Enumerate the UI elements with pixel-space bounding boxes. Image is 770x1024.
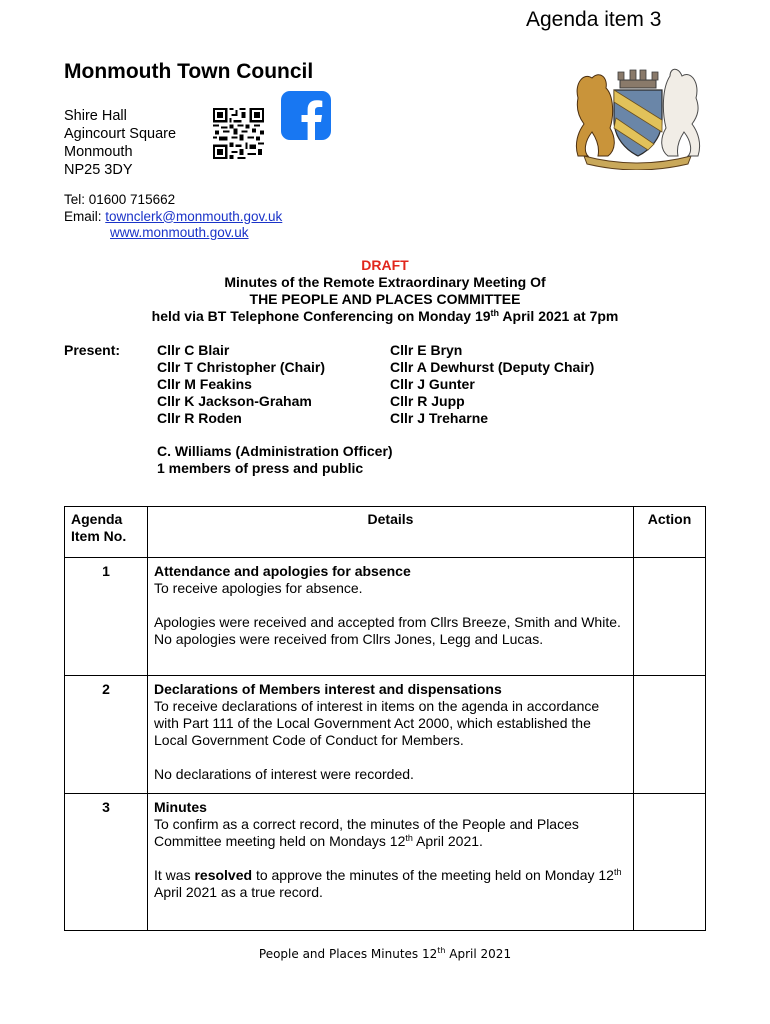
address-line: Shire Hall (64, 108, 127, 124)
item-details (148, 794, 634, 931)
resolved-emphasis: resolved (194, 867, 253, 883)
item-details (148, 558, 634, 676)
item-text-part: It was (154, 867, 195, 883)
item-text-part: To confirm as a correct record, the minutes of the People and Places Committee meeting held on Mondays 12 (154, 816, 579, 849)
item-text: Apologies were received and accepted from Cllrs Breeze, Smith and White. No apologies were received from Cllrs Jones, Legg and Lucas. (154, 614, 621, 647)
present-others (157, 443, 393, 477)
item-text-part: to approve the minutes of the meeting held on Monday 12 (252, 867, 614, 883)
heading-line-3-text: held via BT Telephone Conferencing on Monday 19 (151, 308, 491, 324)
header-action: Action (634, 507, 706, 558)
present-label: Present: (64, 342, 121, 358)
attendee: Cllr R Roden (157, 410, 242, 426)
email-label: Email: (64, 208, 106, 224)
page-footer (0, 947, 770, 961)
email-line (64, 209, 282, 226)
draft-label: DRAFT (361, 257, 409, 273)
facebook-icon[interactable] (281, 91, 331, 140)
item-text (154, 816, 627, 850)
item-text: To receive declarations of interest in items on the agenda in accordance with Part 111 of the Local Government Act 2000, which established the Local Government Code of Conduct for Members. (154, 698, 600, 748)
table-row (65, 676, 706, 794)
attendee: Cllr T Christopher (Chair) (157, 359, 326, 375)
attendee: Cllr J Treharne (390, 410, 489, 426)
attendee: Cllr C Blair (157, 342, 230, 358)
minutes-heading (0, 257, 770, 325)
present-column-2 (390, 342, 594, 427)
heading-line-3-text: April 2021 at 7pm (499, 308, 619, 324)
address-line: Monmouth (64, 144, 133, 160)
attendee: 1 members of press and public (157, 460, 364, 476)
heading-line-1: Minutes of the Remote Extraordinary Meeting Of (224, 274, 546, 290)
header-item-no: Agenda Item No. (65, 507, 148, 558)
table-row (65, 558, 706, 676)
agenda-table (64, 506, 706, 931)
item-action (634, 676, 706, 794)
address-line: NP25 3DY (64, 162, 133, 178)
item-text-part: April 2021 as a true record. (154, 884, 323, 900)
item-action (634, 794, 706, 931)
attendee: Cllr E Bryn (390, 342, 463, 358)
contact-details (64, 192, 282, 242)
table-header-row (65, 507, 706, 558)
attendee: C. Williams (Administration Officer) (157, 443, 393, 459)
website-link[interactable]: www.monmouth.gov.uk (110, 225, 249, 240)
ordinal-suffix: th (405, 833, 413, 843)
item-number: 3 (65, 794, 148, 931)
heading-line-3 (0, 308, 770, 325)
attendee: Cllr R Jupp (390, 393, 465, 409)
present-column-1 (157, 342, 325, 427)
qr-code-icon[interactable] (213, 108, 264, 159)
council-crest-logo (570, 58, 705, 170)
attendee: Cllr K Jackson-Graham (157, 393, 312, 409)
table-row (65, 794, 706, 931)
item-title: Minutes (154, 799, 207, 815)
item-text: To receive apologies for absence. (154, 580, 363, 596)
attendee: Cllr A Dewhurst (Deputy Chair) (390, 359, 595, 375)
ordinal-suffix: th (490, 308, 500, 318)
item-text (154, 867, 627, 901)
footer-text: People and Places Minutes 12 (258, 947, 438, 961)
attendee: Cllr J Gunter (390, 376, 475, 392)
council-address (64, 107, 176, 179)
item-title: Declarations of Members interest and dispensations (154, 681, 502, 697)
item-action (634, 558, 706, 676)
agenda-item-tag: Agenda item 3 (526, 8, 662, 31)
item-details (148, 676, 634, 794)
item-text-part: April 2021. (412, 833, 483, 849)
item-text: No declarations of interest were recorded. (154, 766, 414, 782)
email-link[interactable]: townclerk@monmouth.gov.uk (105, 208, 283, 224)
footer-text: April 2021 (445, 947, 512, 961)
item-number: 1 (65, 558, 148, 676)
telephone: Tel: 01600 715662 (64, 192, 176, 207)
address-line: Agincourt Square (64, 126, 177, 142)
ordinal-suffix: th (613, 867, 622, 877)
heading-line-2: THE PEOPLE AND PLACES COMMITTEE (249, 291, 521, 307)
item-number: 2 (65, 676, 148, 794)
item-title: Attendance and apologies for absence (154, 563, 411, 579)
council-name: Monmouth Town Council (64, 60, 314, 83)
attendee: Cllr M Feakins (157, 376, 252, 392)
header-details: Details (148, 507, 634, 558)
ordinal-suffix: th (437, 946, 446, 955)
